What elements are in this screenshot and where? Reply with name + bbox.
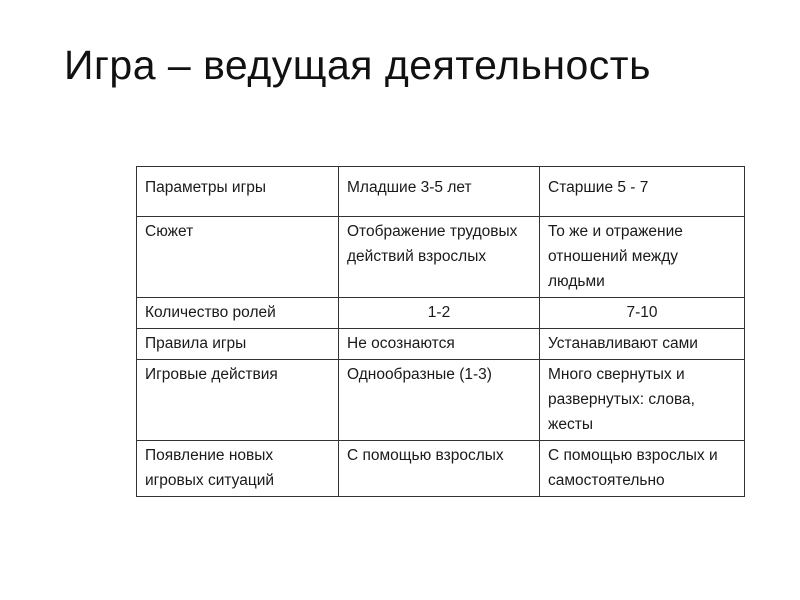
table-row — [137, 298, 745, 329]
older-cell: 7-10 — [540, 298, 745, 329]
row-label: Появление новых игровых ситуаций — [137, 441, 339, 497]
header-cell-parameters: Параметры игры — [137, 167, 339, 217]
game-parameters-table — [136, 166, 745, 497]
slide-title: Игра – ведущая деятельность — [64, 42, 651, 88]
table-row — [137, 441, 745, 497]
header-cell-older: Старшие 5 - 7 — [540, 167, 745, 217]
table-row — [137, 360, 745, 441]
row-label: Количество ролей — [137, 298, 339, 329]
older-cell: Устанавливают сами — [540, 329, 745, 360]
younger-cell: Однообразные (1-3) — [339, 360, 540, 441]
older-cell: Много свернутых и развернутых: слова, жесты — [540, 360, 745, 441]
younger-cell: Отображение трудовых действий взрослых — [339, 217, 540, 298]
older-cell: С помощью взрослых и самостоятельно — [540, 441, 745, 497]
row-label: Правила игры — [137, 329, 339, 360]
younger-cell: 1-2 — [339, 298, 540, 329]
table-row — [137, 217, 745, 298]
table-header-row — [137, 167, 745, 217]
row-label: Игровые действия — [137, 360, 339, 441]
table-row — [137, 329, 745, 360]
row-label: Сюжет — [137, 217, 339, 298]
header-cell-younger: Младшие 3-5 лет — [339, 167, 540, 217]
younger-cell: С помощью взрослых — [339, 441, 540, 497]
older-cell: То же и отражение отношений между людьми — [540, 217, 745, 298]
younger-cell: Не осознаются — [339, 329, 540, 360]
